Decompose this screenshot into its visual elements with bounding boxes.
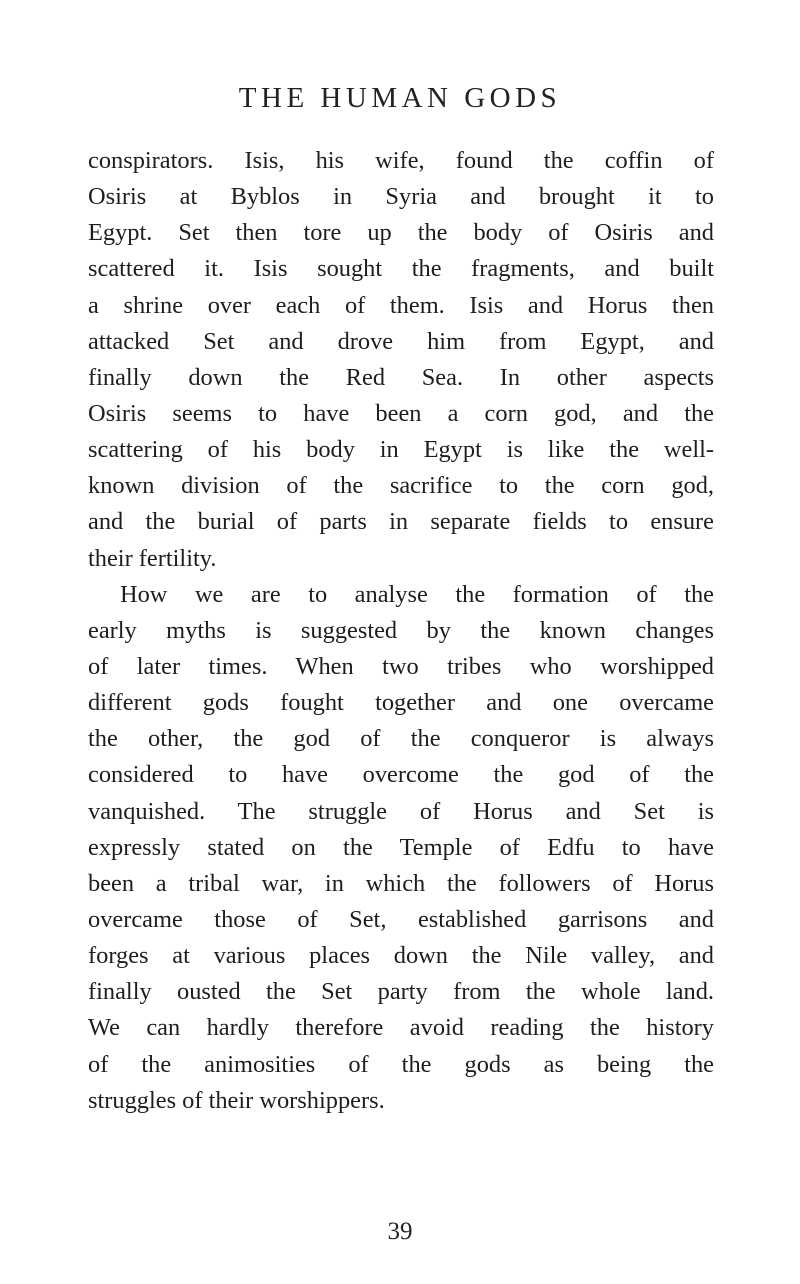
- text-line: been a tribal war, in which the followers of Horus: [88, 869, 714, 897]
- paragraph-start-line: How we are to analyse the formation of the: [120, 580, 714, 608]
- text-line: Egypt. Set then tore up the body of Osiris and: [88, 219, 714, 247]
- text-line: finally ousted the Set party from the whole land.: [88, 978, 714, 1006]
- running-head: THE HUMAN GODS: [238, 82, 562, 114]
- text-line: of later times. When two tribes who worshipped: [88, 652, 714, 680]
- text-line: conspirators. Isis, his wife, found the coffin of: [88, 147, 714, 174]
- text-line: known division of the sacrifice to the corn god,: [88, 472, 714, 500]
- text-line: of the animosities of the gods as being the: [88, 1050, 714, 1078]
- text-line: early myths is suggested by the known changes: [88, 616, 714, 644]
- text-line: vanquished. The struggle of Horus and Set is: [88, 797, 714, 825]
- paragraph-end-line: their fertility.: [88, 544, 217, 572]
- text-line: and the burial of parts in separate fields to ensure: [88, 508, 714, 536]
- text-line: a shrine over each of them. Isis and Horus then: [88, 291, 714, 319]
- page-number: 39: [387, 1218, 413, 1245]
- text-line: We can hardly therefore avoid reading the history: [88, 1014, 714, 1042]
- text-line: expressly stated on the Temple of Edfu to have: [88, 833, 714, 861]
- text-line: finally down the Red Sea. In other aspects: [88, 363, 714, 391]
- body-text: [88, 143, 714, 1119]
- text-line: considered to have overcome the god of the: [88, 761, 714, 789]
- text-line: scattered it. Isis sought the fragments, and built: [88, 255, 714, 283]
- text-line: attacked Set and drove him from Egypt, and: [88, 327, 714, 355]
- text-line: the other, the god of the conqueror is always: [88, 725, 714, 753]
- text-line: forges at various places down the Nile valley, and: [88, 942, 714, 970]
- text-line: Osiris at Byblos in Syria and brought it to: [88, 183, 714, 211]
- paragraph-end-line: struggles of their worshippers.: [88, 1086, 385, 1114]
- text-line: overcame those of Set, established garrisons and: [88, 905, 714, 933]
- text-line: scattering of his body in Egypt is like the well-: [88, 436, 714, 464]
- text-line: Osiris seems to have been a corn god, and the: [88, 399, 714, 427]
- text-line: different gods fought together and one overcame: [88, 689, 714, 717]
